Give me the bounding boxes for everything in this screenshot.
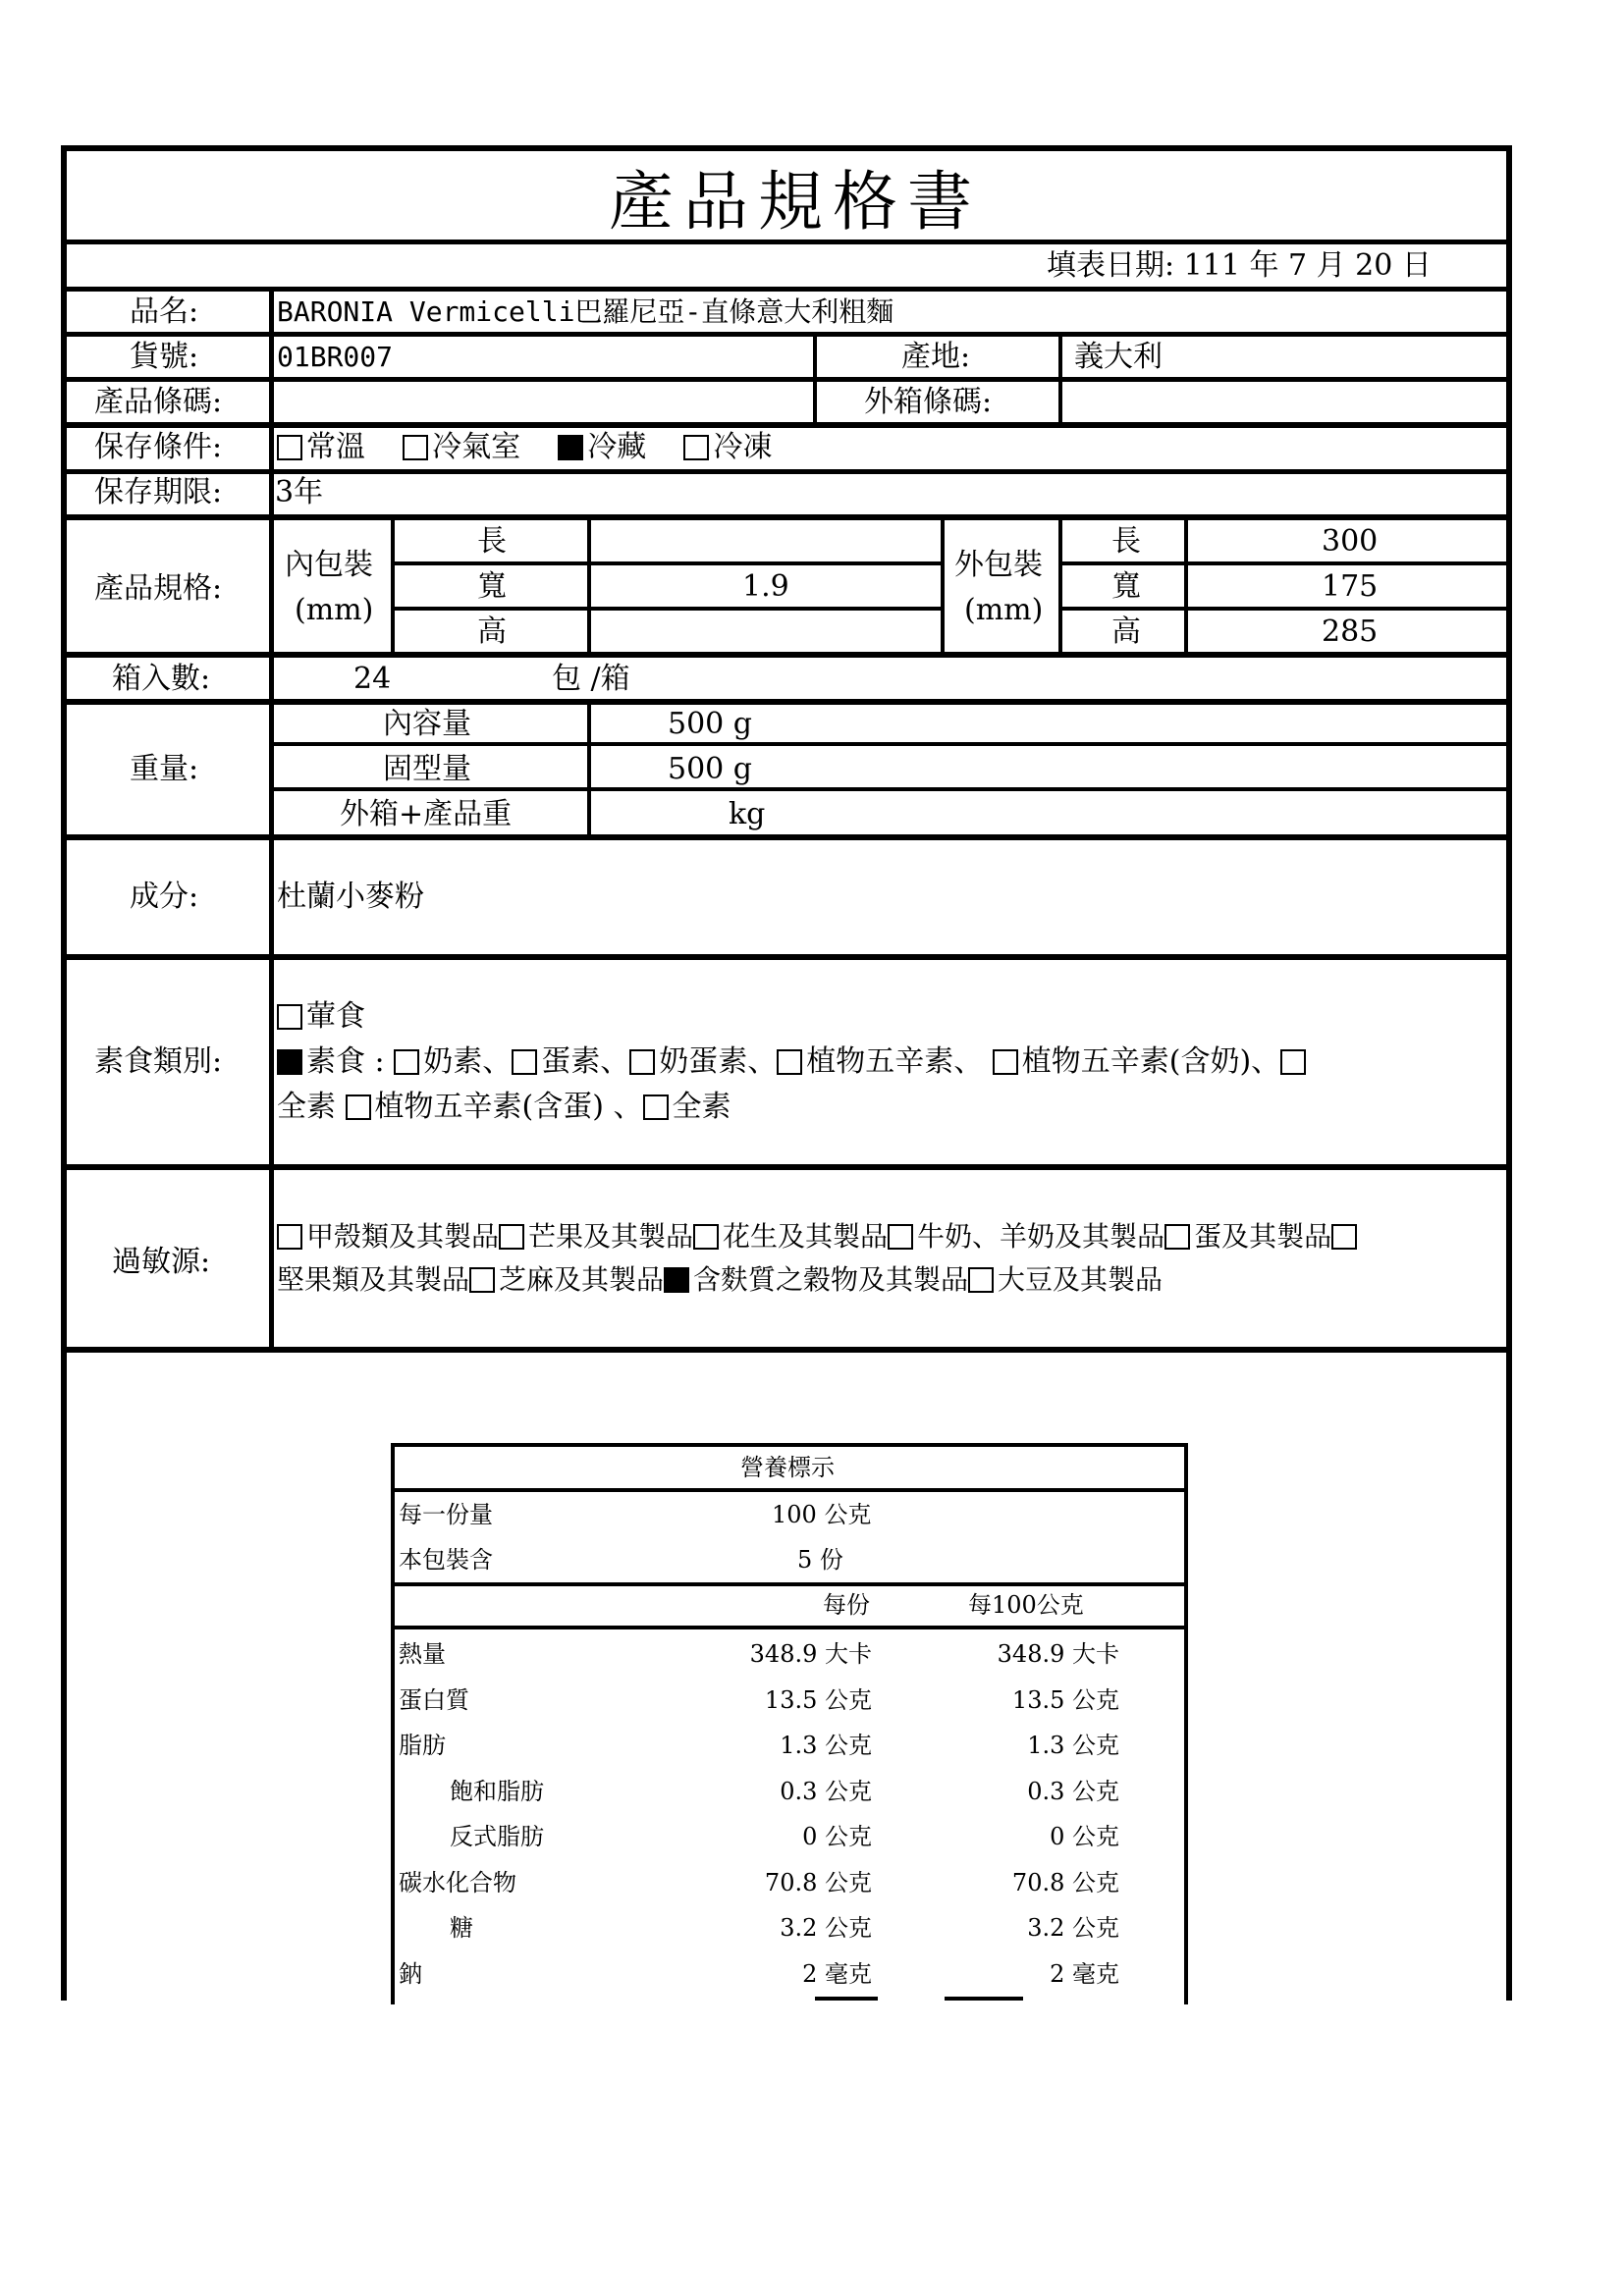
rule <box>587 705 591 834</box>
veg-option: 植物五辛素(含奶)、 <box>1021 1044 1281 1079</box>
veg-label-text: 素食 : <box>306 1044 385 1079</box>
storage-option-label: 冷氣室 <box>432 430 521 464</box>
rule <box>391 1582 1188 1586</box>
checkbox-icon <box>403 435 428 460</box>
serving-value: 100 公克 <box>772 1501 872 1528</box>
inner-pack-label: 內包裝 <box>285 548 373 582</box>
allergen-label: 過敏源: <box>112 1245 211 1279</box>
rule <box>1058 520 1062 654</box>
rule <box>271 742 1512 746</box>
outer-hei-value: 285 <box>1322 614 1379 649</box>
fill-date: 填表日期: 111 年 7 月 20 日 <box>1047 248 1432 283</box>
checkbox-checked-icon[interactable] <box>277 1049 302 1075</box>
item-no-label: 貨號: <box>130 340 199 374</box>
storage-option-label: 冷凍 <box>713 430 773 464</box>
rule <box>269 287 274 1351</box>
allergen-option: 堅果類及其製品 <box>277 1263 470 1296</box>
checkbox-icon <box>277 1004 302 1030</box>
servings-value: 5 份 <box>797 1546 843 1574</box>
gross-label: 外箱+產品重 <box>340 797 513 831</box>
nutrient-per-serving: 0 公克 <box>802 1823 872 1850</box>
col-per-serving: 每份 <box>823 1591 870 1619</box>
rule <box>1184 520 1188 654</box>
net-label: 內容量 <box>383 707 471 741</box>
outer-len-label: 長 <box>1111 524 1141 559</box>
rule <box>61 332 1512 337</box>
solid-label: 固型量 <box>383 752 471 786</box>
nutrient-name: 飽和脂肪 <box>450 1777 544 1805</box>
frame-top <box>61 145 1512 151</box>
nutrient-per-100g: 0 公克 <box>1050 1823 1119 1850</box>
name-value: BARONIA Vermicelli巴羅尼亞-直條意大利粗麵 <box>277 295 894 328</box>
storage-label: 保存條件: <box>94 430 223 464</box>
checkbox-icon[interactable] <box>643 1095 669 1120</box>
ingredients-value: 杜蘭小麥粉 <box>277 880 424 914</box>
serving-label: 每一份量 <box>399 1501 493 1528</box>
weight-label: 重量: <box>130 752 199 786</box>
nutrient-per-100g: 13.5 公克 <box>1011 1685 1119 1714</box>
veg-option: 奶素、 <box>423 1044 513 1079</box>
allergen-option: 芒果及其製品 <box>528 1220 694 1253</box>
per-box-value: 24 <box>353 662 392 696</box>
veg-option: 植物五辛素、 <box>806 1044 993 1079</box>
nutrient-name: 脂肪 <box>399 1732 446 1759</box>
checkbox-icon[interactable] <box>1164 1224 1190 1250</box>
inner-wid-value: 1.9 <box>742 569 789 604</box>
carton-barcode-label: 外箱條碼: <box>864 385 993 419</box>
gross-value: kg <box>729 797 766 831</box>
allergen-option: 花生及其製品 <box>723 1220 889 1253</box>
nutrition-title: 營養標示 <box>740 1454 835 1481</box>
inner-len-label: 長 <box>477 524 507 559</box>
allergen-option: 蛋及其製品 <box>1194 1220 1332 1253</box>
rule <box>61 422 1512 428</box>
allergen-line-1 <box>277 1219 1361 1255</box>
storage-options <box>277 430 772 465</box>
allergen-option: 含麩質之穀物及其製品 <box>693 1263 969 1296</box>
veg-option: 全素 <box>277 1090 346 1124</box>
col-per-100g: 每100公克 <box>968 1591 1084 1619</box>
inner-wid-label: 寬 <box>477 569 507 604</box>
veg-option: 奶蛋素、 <box>659 1044 778 1079</box>
nutrient-name: 蛋白質 <box>399 1685 469 1714</box>
nutrient-per-100g: 0.3 公克 <box>1027 1777 1119 1805</box>
name-label: 品名: <box>130 294 199 329</box>
rule <box>941 520 945 654</box>
nutrient-per-100g: 1.3 公克 <box>1027 1732 1119 1759</box>
nutrient-per-serving: 2 毫克 <box>802 1959 872 1988</box>
servings-label: 本包裝含 <box>399 1546 493 1574</box>
rule <box>61 1347 1512 1353</box>
page-title: 產品規格書 <box>609 164 982 240</box>
storage-option-label: 常溫 <box>306 430 365 464</box>
per-box-unit: 包 /箱 <box>552 662 630 696</box>
allergen-line-2 <box>277 1262 1163 1298</box>
checkbox-icon[interactable] <box>888 1224 913 1250</box>
outer-wid-value: 175 <box>1322 569 1379 604</box>
storage-option[interactable] <box>277 430 365 464</box>
shelf-life-label: 保存期限: <box>94 475 223 509</box>
origin-value: 義大利 <box>1074 340 1163 374</box>
ingredients-label: 成分: <box>130 880 199 914</box>
veg-label: 素食類別: <box>94 1044 223 1079</box>
storage-option[interactable] <box>558 430 646 464</box>
veg-option: 植物五辛素(含蛋) 、 <box>374 1090 643 1124</box>
rule <box>813 332 817 422</box>
storage-option-label: 冷藏 <box>587 430 647 464</box>
checkbox-icon <box>683 435 709 460</box>
checkbox-icon <box>277 435 302 460</box>
nutrient-per-serving: 3.2 公克 <box>780 1914 872 1942</box>
checkbox-icon[interactable] <box>346 1095 371 1120</box>
checkbox-icon[interactable] <box>512 1049 537 1075</box>
nutrient-per-serving: 1.3 公克 <box>780 1732 872 1759</box>
outer-pack-label: 外包裝 <box>954 548 1043 582</box>
spec-label: 產品規格: <box>94 571 223 606</box>
checkbox-icon[interactable] <box>968 1267 994 1293</box>
checkbox-icon[interactable] <box>693 1224 719 1250</box>
checkbox-icon[interactable] <box>993 1049 1018 1075</box>
rule <box>1058 332 1062 422</box>
checkbox-icon[interactable] <box>777 1049 802 1075</box>
checkbox-icon[interactable] <box>499 1224 524 1250</box>
inner-pack-unit: (mm) <box>295 593 374 627</box>
rule <box>61 1164 1512 1170</box>
rule <box>61 469 1512 474</box>
checkbox-icon[interactable] <box>469 1267 495 1293</box>
rule <box>391 520 395 654</box>
nutrient-per-serving: 70.8 公克 <box>764 1868 872 1896</box>
rule <box>271 787 1512 791</box>
checkbox-icon[interactable] <box>1280 1049 1306 1075</box>
allergen-option: 牛奶、羊奶及其製品 <box>917 1220 1165 1253</box>
outer-len-value: 300 <box>1322 524 1379 559</box>
origin-label: 產地: <box>901 340 971 374</box>
shelf-life-value: 3年 <box>275 475 324 509</box>
per-box-label: 箱入數: <box>112 662 211 696</box>
rule <box>1060 561 1512 565</box>
storage-option[interactable] <box>403 430 520 464</box>
veg-meat-option[interactable] <box>277 999 365 1035</box>
barcode-label: 產品條碼: <box>94 385 223 419</box>
nutrient-name: 反式脂肪 <box>450 1823 544 1850</box>
nutrient-per-serving: 348.9 大卡 <box>749 1640 872 1668</box>
rule <box>945 1997 1023 2001</box>
rule <box>1060 607 1512 611</box>
outer-wid-label: 寬 <box>1111 569 1141 604</box>
nutrient-name: 糖 <box>450 1914 473 1942</box>
veg-option: 蛋素、 <box>541 1044 630 1079</box>
veg-meat-label: 葷食 <box>306 999 365 1034</box>
rule <box>391 1626 1188 1629</box>
nutrient-per-serving: 0.3 公克 <box>780 1777 872 1805</box>
item-no-value: 01BR007 <box>277 341 394 373</box>
checkbox-checked-icon[interactable] <box>664 1267 689 1293</box>
checkbox-checked-icon <box>558 435 583 460</box>
nutrient-per-100g: 2 毫克 <box>1050 1959 1119 1988</box>
outer-pack-unit: (mm) <box>964 593 1044 627</box>
rule <box>61 240 1512 244</box>
rule <box>61 954 1512 960</box>
rule <box>61 287 1512 292</box>
checkbox-icon[interactable] <box>1331 1224 1357 1250</box>
veg-line-2 <box>277 1090 731 1125</box>
nutrient-per-100g: 70.8 公克 <box>1011 1868 1119 1896</box>
rule <box>391 561 941 565</box>
solid-value: 500 g <box>668 752 753 786</box>
checkbox-icon[interactable] <box>629 1049 655 1075</box>
allergen-option: 甲殼類及其製品 <box>306 1220 500 1253</box>
nutrient-name: 熱量 <box>399 1640 446 1668</box>
rule <box>391 607 941 611</box>
nutrient-per-100g: 348.9 大卡 <box>997 1640 1119 1668</box>
net-value: 500 g <box>668 707 753 741</box>
rule <box>391 1488 1188 1492</box>
allergen-option: 芝麻及其製品 <box>499 1263 665 1296</box>
veg-option: 全素 <box>672 1090 731 1124</box>
rule <box>587 520 591 654</box>
rule <box>61 377 1512 382</box>
veg-line-1 <box>277 1044 1310 1080</box>
rule <box>61 514 1512 520</box>
rule <box>61 652 1512 658</box>
storage-option[interactable] <box>683 430 772 464</box>
rule <box>815 1997 878 2001</box>
rule <box>61 699 1512 705</box>
allergen-option: 大豆及其製品 <box>998 1263 1164 1296</box>
checkbox-icon[interactable] <box>277 1224 302 1250</box>
rule <box>61 834 1512 840</box>
nutrient-per-100g: 3.2 公克 <box>1027 1914 1119 1942</box>
nutrient-name: 鈉 <box>399 1959 422 1988</box>
nutrient-name: 碳水化合物 <box>399 1868 516 1896</box>
checkbox-icon[interactable] <box>394 1049 419 1075</box>
outer-hei-label: 高 <box>1111 614 1141 649</box>
nutrient-per-serving: 13.5 公克 <box>764 1685 872 1714</box>
inner-hei-label: 高 <box>477 614 507 649</box>
